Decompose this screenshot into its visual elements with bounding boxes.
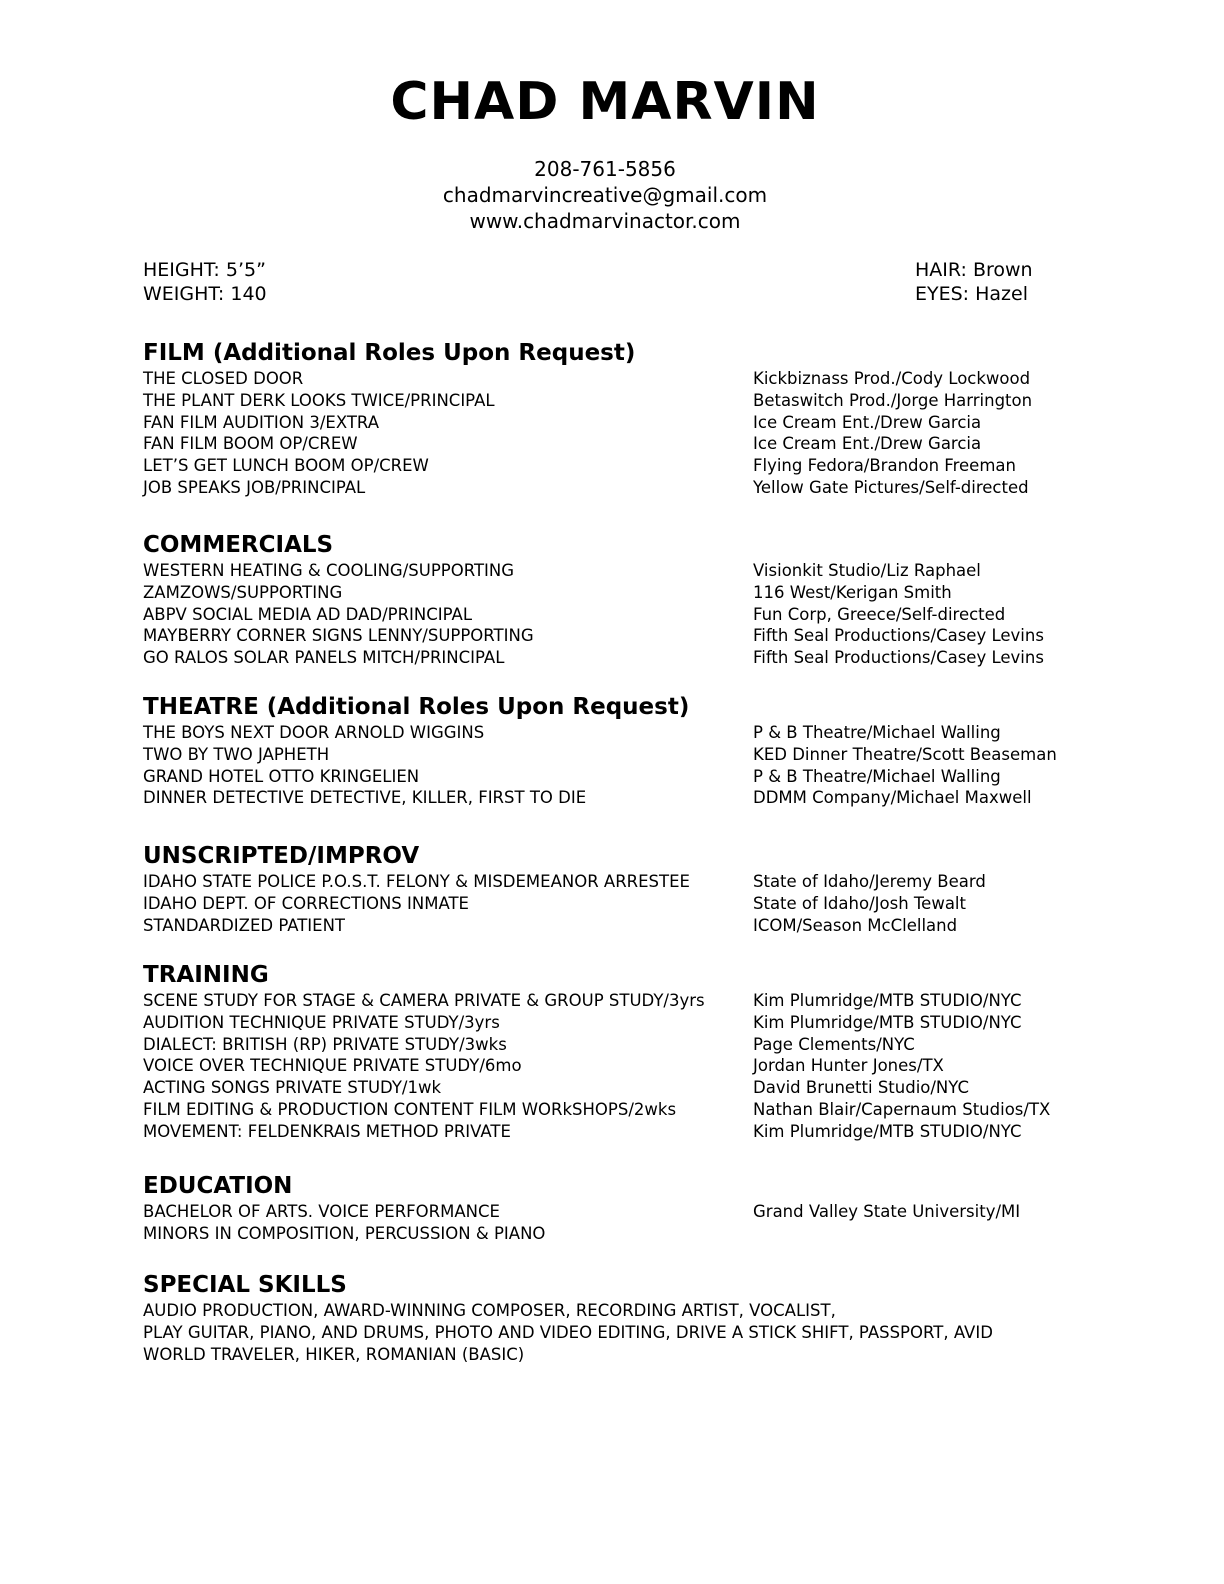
role: VOICE OVER TECHNIQUE PRIVATE STUDY/6mo: [143, 1056, 522, 1076]
role: AUDITION TECHNIQUE PRIVATE STUDY/3yrs: [143, 1012, 500, 1032]
section-heading: EDUCATION: [143, 1173, 293, 1199]
role: THE CLOSED DOOR: [143, 369, 304, 388]
role: WESTERN HEATING & COOLING/SUPPORTING: [143, 561, 515, 580]
credit: Nathan Blair/Capernaum Studios/TX: [753, 1099, 1051, 1119]
credit: Betaswitch Prod./Jorge Harrington: [753, 390, 1033, 410]
credit: Kim Plumridge/MTB STUDIO/NYC: [753, 1121, 1022, 1141]
credit-row: [143, 722, 1083, 744]
credit-row: [143, 1077, 1083, 1099]
credit: 116 West/Kerigan Smith: [753, 582, 952, 602]
skills-line: WORLD TRAVELER, HIKER, ROMANIAN (BASIC): [143, 1344, 525, 1364]
height-stat: HEIGHT: 5’5”: [143, 259, 266, 281]
credit: Ice Cream Ent./Drew Garcia: [753, 412, 982, 432]
credit: State of Idaho/Josh Tewalt: [753, 893, 966, 913]
hair-stat: HAIR: Brown: [915, 259, 1033, 281]
credit: Kim Plumridge/MTB STUDIO/NYC: [753, 1012, 1022, 1032]
credit-row: [143, 412, 1083, 434]
credit: ICOM/Season McClelland: [753, 915, 958, 935]
credit: Fifth Seal Productions/Casey Levins: [753, 648, 1044, 668]
role: BACHELOR OF ARTS. VOICE PERFORMANCE: [143, 1202, 500, 1221]
section-heading: COMMERCIALS: [143, 532, 334, 558]
education-section: [143, 1171, 1083, 1245]
skills-line: AUDIO PRODUCTION, AWARD-WINNING COMPOSER, RECORDING ARTIST, VOCALIST,: [143, 1301, 836, 1320]
role: TWO BY TWO JAPHETH: [143, 744, 330, 764]
credit: Fifth Seal Productions/Casey Levins: [753, 626, 1044, 646]
credit-row: [143, 1055, 1083, 1077]
role: ACTING SONGS PRIVATE STUDY/1wk: [143, 1078, 442, 1098]
phone-number: 208-761-5856: [534, 157, 676, 181]
role: ABPV SOCIAL MEDIA AD DAD/PRINCIPAL: [143, 604, 473, 624]
credit-row: [143, 625, 1083, 647]
credit: KED Dinner Theatre/Scott Beaseman: [753, 744, 1057, 764]
section-heading: FILM (Additional Roles Upon Request): [143, 340, 636, 366]
role: MAYBERRY CORNER SIGNS LENNY/SUPPORTING: [143, 626, 534, 646]
role: THE BOYS NEXT DOOR ARNOLD WIGGINS: [143, 723, 485, 742]
credit: Yellow Gate Pictures/Self-directed: [753, 477, 1029, 497]
credit-row: [143, 915, 1083, 937]
credit: Visionkit Studio/Liz Raphael: [753, 561, 981, 580]
role: SCENE STUDY FOR STAGE & CAMERA PRIVATE & GROUP STUDY/3yrs: [143, 991, 705, 1010]
credit: P & B Theatre/Michael Walling: [753, 766, 1001, 786]
role: LET’S GET LUNCH BOOM OP/CREW: [143, 456, 429, 476]
weight-stat: WEIGHT: 140: [143, 283, 267, 305]
section-heading: SPECIAL SKILLS: [143, 1272, 347, 1298]
role: FAN FILM BOOM OP/CREW: [143, 434, 358, 454]
credit-row: [143, 582, 1083, 604]
role: STANDARDIZED PATIENT: [143, 915, 346, 935]
credit-row: [143, 1201, 1083, 1223]
eyes-stat: EYES: Hazel: [915, 283, 1028, 305]
credit-row: [143, 1099, 1083, 1121]
credit: State of Idaho/Jeremy Beard: [753, 872, 986, 891]
credit-row: [143, 604, 1083, 626]
credit: Kim Plumridge/MTB STUDIO/NYC: [753, 991, 1022, 1010]
email-address: chadmarvincreative@gmail.com: [442, 183, 768, 207]
section-heading: UNSCRIPTED/IMPROV: [143, 843, 420, 869]
skills-line: PLAY GUITAR, PIANO, AND DRUMS, PHOTO AND VIDEO EDITING, DRIVE A STICK SHIFT, PASSPORT, AVID: [143, 1322, 993, 1342]
role: ZAMZOWS/SUPPORTING: [143, 582, 343, 602]
role: JOB SPEAKS JOB/PRINCIPAL: [143, 477, 366, 497]
stats-right: [915, 258, 1033, 306]
credit: Kickbiznass Prod./Cody Lockwood: [753, 369, 1031, 388]
credit: DDMM Company/Michael Maxwell: [753, 788, 1032, 808]
contact-block: [0, 156, 1210, 234]
credit: Flying Fedora/Brandon Freeman: [753, 456, 1016, 476]
role: IDAHO STATE POLICE P.O.S.T. FELONY & MISDEMEANOR ARRESTEE: [143, 872, 690, 891]
film-section: [143, 338, 1083, 499]
role: THE PLANT DERK LOOKS TWICE/PRINCIPAL: [143, 390, 495, 410]
role: GO RALOS SOLAR PANELS MITCH/PRINCIPAL: [143, 648, 505, 668]
credit-row: [143, 990, 1083, 1012]
credit-row: [143, 744, 1083, 766]
credit-row: [143, 1034, 1083, 1056]
skills-section: [143, 1270, 1083, 1365]
section-heading: TRAINING: [143, 962, 269, 988]
credit-row: [143, 1223, 1083, 1245]
role: MINORS IN COMPOSITION, PERCUSSION & PIANO: [143, 1223, 546, 1243]
credit-row: [143, 477, 1083, 499]
role: DINNER DETECTIVE DETECTIVE, KILLER, FIRST TO DIE: [143, 788, 587, 808]
credit-row: [143, 871, 1083, 893]
website-url: www.chadmarvinactor.com: [469, 209, 741, 233]
role: IDAHO DEPT. OF CORRECTIONS INMATE: [143, 893, 469, 913]
credit: Ice Cream Ent./Drew Garcia: [753, 434, 982, 454]
credit-row: [143, 787, 1083, 809]
credit: Grand Valley State University/MI: [753, 1202, 1021, 1221]
credit-row: [143, 560, 1083, 582]
actor-name: CHAD MARVIN: [390, 72, 820, 132]
credit-row: [143, 1121, 1083, 1143]
theatre-section: [143, 692, 1083, 809]
unscripted-section: [143, 841, 1083, 936]
role: GRAND HOTEL OTTO KRINGELIEN: [143, 766, 420, 786]
credit: Jordan Hunter Jones/TX: [753, 1056, 944, 1076]
credit: Page Clements/NYC: [753, 1034, 915, 1054]
credit-row: [143, 368, 1083, 390]
role: MOVEMENT: FELDENKRAIS METHOD PRIVATE: [143, 1121, 511, 1141]
credit: Fun Corp, Greece/Self-directed: [753, 604, 1006, 624]
role: FILM EDITING & PRODUCTION CONTENT FILM WORkSHOPS/2wks: [143, 1099, 677, 1119]
role: DIALECT: BRITISH (RP) PRIVATE STUDY/3wks: [143, 1034, 507, 1054]
section-heading: THEATRE (Additional Roles Upon Request): [143, 694, 690, 720]
credit-row: [143, 455, 1083, 477]
credit-row: [143, 766, 1083, 788]
role: FAN FILM AUDITION 3/EXTRA: [143, 412, 379, 432]
credit-row: [143, 433, 1083, 455]
credit-row: [143, 390, 1083, 412]
credit: P & B Theatre/Michael Walling: [753, 723, 1001, 742]
credit-row: [143, 893, 1083, 915]
credit: David Brunetti Studio/NYC: [753, 1078, 969, 1098]
commercials-section: [143, 530, 1083, 669]
stats-left: [143, 258, 267, 306]
credit-row: [143, 647, 1083, 669]
credit-row: [143, 1012, 1083, 1034]
training-section: [143, 960, 1083, 1143]
